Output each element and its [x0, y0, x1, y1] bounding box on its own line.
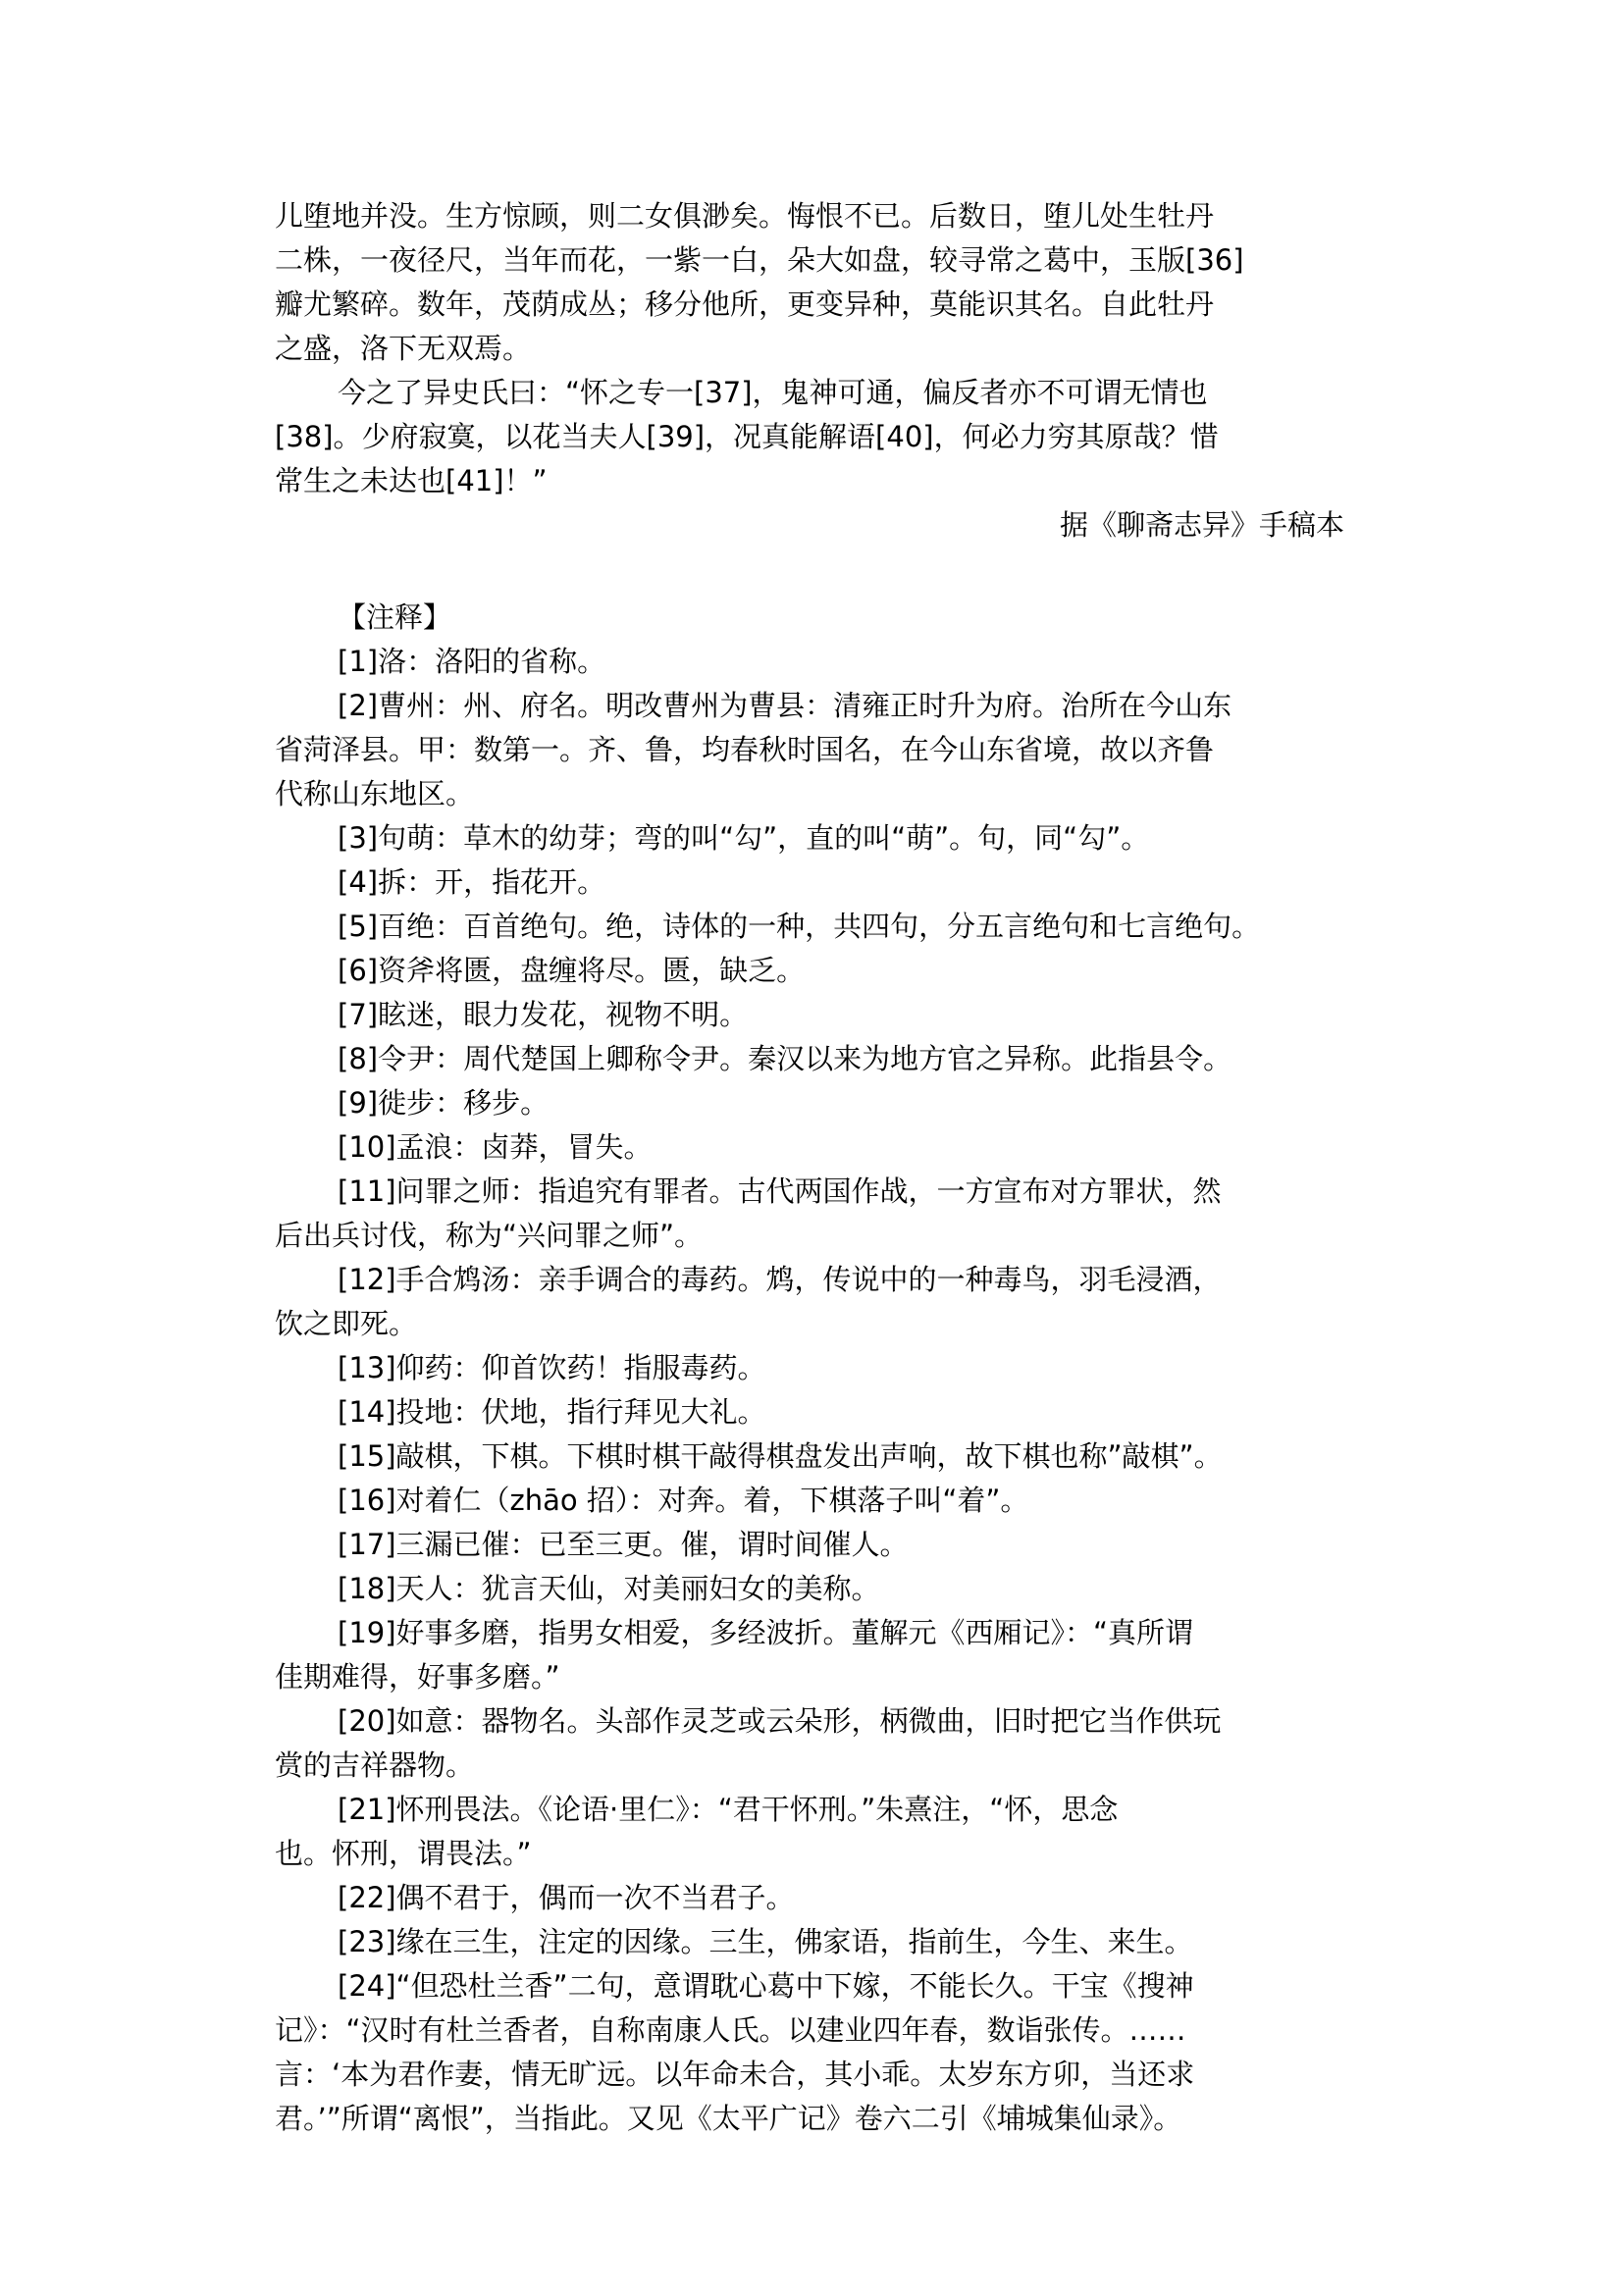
- story-line: 瓣尤繁碎。数年，茂荫成丛；移分他所，更变异种，莫能识其名。自此牡丹: [275, 287, 1215, 321]
- note-line: [13]仰药：仰首饮药！指服毒药。: [338, 1351, 766, 1384]
- commentary-line: 今之了异史氏曰：“怀之专一[37]，鬼神可通，偏反者亦不可谓无情也: [338, 376, 1208, 409]
- note-line: 君。’”所谓“离恨”，当指此。又见《太平广记》卷六二引《埔城集仙录》。: [275, 2102, 1182, 2135]
- note-line: 后出兵讨伐，称为“兴问罪之师”。: [275, 1219, 704, 1252]
- note-line: 佳期难得，好事多磨。”: [275, 1660, 560, 1694]
- note-line: 言：‘本为君作妻，情无旷远。以年命未合，其小乖。太岁东方卯，当还求: [275, 2058, 1195, 2091]
- notes-heading: 【注释】: [338, 600, 452, 634]
- note-line: [24]“但恐杜兰香”二句，意谓耽心葛中下嫁，不能长久。干宝《搜神: [338, 1969, 1194, 2003]
- note-line: [9]徙步：移步。: [338, 1086, 550, 1120]
- note-line: [5]百绝：百首绝句。绝，诗体的一种，共四句，分五言绝句和七言绝句。: [338, 910, 1261, 943]
- commentary-line: [38]。少府寂寞，以花当夫人[39]，况真能解语[40]，何必力穷其原哉？惜: [275, 420, 1219, 453]
- note-line: [6]资斧将匮，盘缠将尽。匮，缺乏。: [338, 954, 806, 987]
- document-page: [275, 194, 1354, 2141]
- note-line: [19]好事多磨，指男女相爱，多经波折。董解元《西厢记》：“真所谓: [338, 1616, 1194, 1649]
- story-line: 二株，一夜径尺，当年而花，一紫一白，朵大如盘，较寻常之葛中，玉版[36]: [275, 243, 1244, 277]
- commentary-line: 常生之未达也[41]！”: [275, 464, 548, 497]
- note-line: [21]怀刑畏法。《论语·里仁》：“君干怀刑。”朱熹注，“怀，思念: [338, 1793, 1119, 1826]
- note-line: [22]偶不君于，偶而一次不当君子。: [338, 1881, 795, 1914]
- note-line: [23]缘在三生，注定的因缘。三生，佛家语，指前生，今生、来生。: [338, 1925, 1193, 1958]
- note-line: 省菏泽县。甲：数第一。齐、鲁，均春秋时国名，在今山东省境，故以齐鲁: [275, 733, 1215, 766]
- story-line: 之盛，洛下无双焉。: [275, 332, 532, 365]
- note-line: 代称山东地区。: [275, 777, 475, 810]
- note-line: [8]令尹：周代楚国上卿称令尹。秦汉以来为地方官之异称。此指县令。: [338, 1042, 1232, 1075]
- note-line: [11]问罪之师：指追究有罪者。古代两国作战，一方宣布对方罪状，然: [338, 1174, 1222, 1208]
- note-line: 饮之即死。: [275, 1307, 418, 1340]
- note-line: [15]敲棋，下棋。下棋时棋干敲得棋盘发出声响，故下棋也称”敲棋”。: [338, 1439, 1223, 1473]
- source-attribution: 据《聊斋志异》手稿本: [1059, 508, 1344, 542]
- note-line: [14]投地：伏地，指行拜见大礼。: [338, 1395, 766, 1429]
- note-line: [10]孟浪：卤莽，冒失。: [338, 1130, 653, 1164]
- notes-section: [275, 596, 1354, 2141]
- note-line: [20]如意：器物名。头部作灵芝或云朵形，柄微曲，旧时把它当作供玩: [338, 1704, 1222, 1738]
- note-line: 赏的吉祥器物。: [275, 1748, 475, 1782]
- note-line: [1]洛：洛阳的省称。: [338, 645, 606, 678]
- note-line: 也。怀刑，谓畏法。”: [275, 1837, 532, 1870]
- note-line: [18]天人：犹言天仙，对美丽妇女的美称。: [338, 1572, 880, 1605]
- note-line: [3]句萌：草木的幼芽；弯的叫“勾”，直的叫“萌”。句，同“勾”。: [338, 821, 1150, 855]
- note-line: 记》：“汉时有杜兰香者，自称南康人氏。以建业四年春，数诣张传。……: [275, 2013, 1186, 2047]
- note-line: [12]手合鸩汤：亲手调合的毒药。鸩，传说中的一种毒鸟，羽毛浸酒，: [338, 1263, 1222, 1296]
- story-section: [275, 194, 1354, 547]
- note-line: [16]对着仁（zhāo 招）：对奔。着，下棋落子叫“着”。: [338, 1484, 1029, 1517]
- story-line: 儿堕地并没。生方惊顾，则二女俱渺矣。悔恨不已。后数日，堕儿处生牡丹: [275, 199, 1215, 233]
- notes-list: [275, 640, 1354, 2141]
- note-line: [2]曹州：州、府名。明改曹州为曹县：清雍正时升为府。治所在今山东: [338, 689, 1232, 722]
- note-line: [4]拆：开，指花开。: [338, 865, 606, 899]
- section-spacer: [275, 547, 1354, 596]
- note-line: [7]眩迷，眼力发花，视物不明。: [338, 998, 749, 1031]
- note-line: [17]三漏已催：已至三更。催，谓时间催人。: [338, 1528, 909, 1561]
